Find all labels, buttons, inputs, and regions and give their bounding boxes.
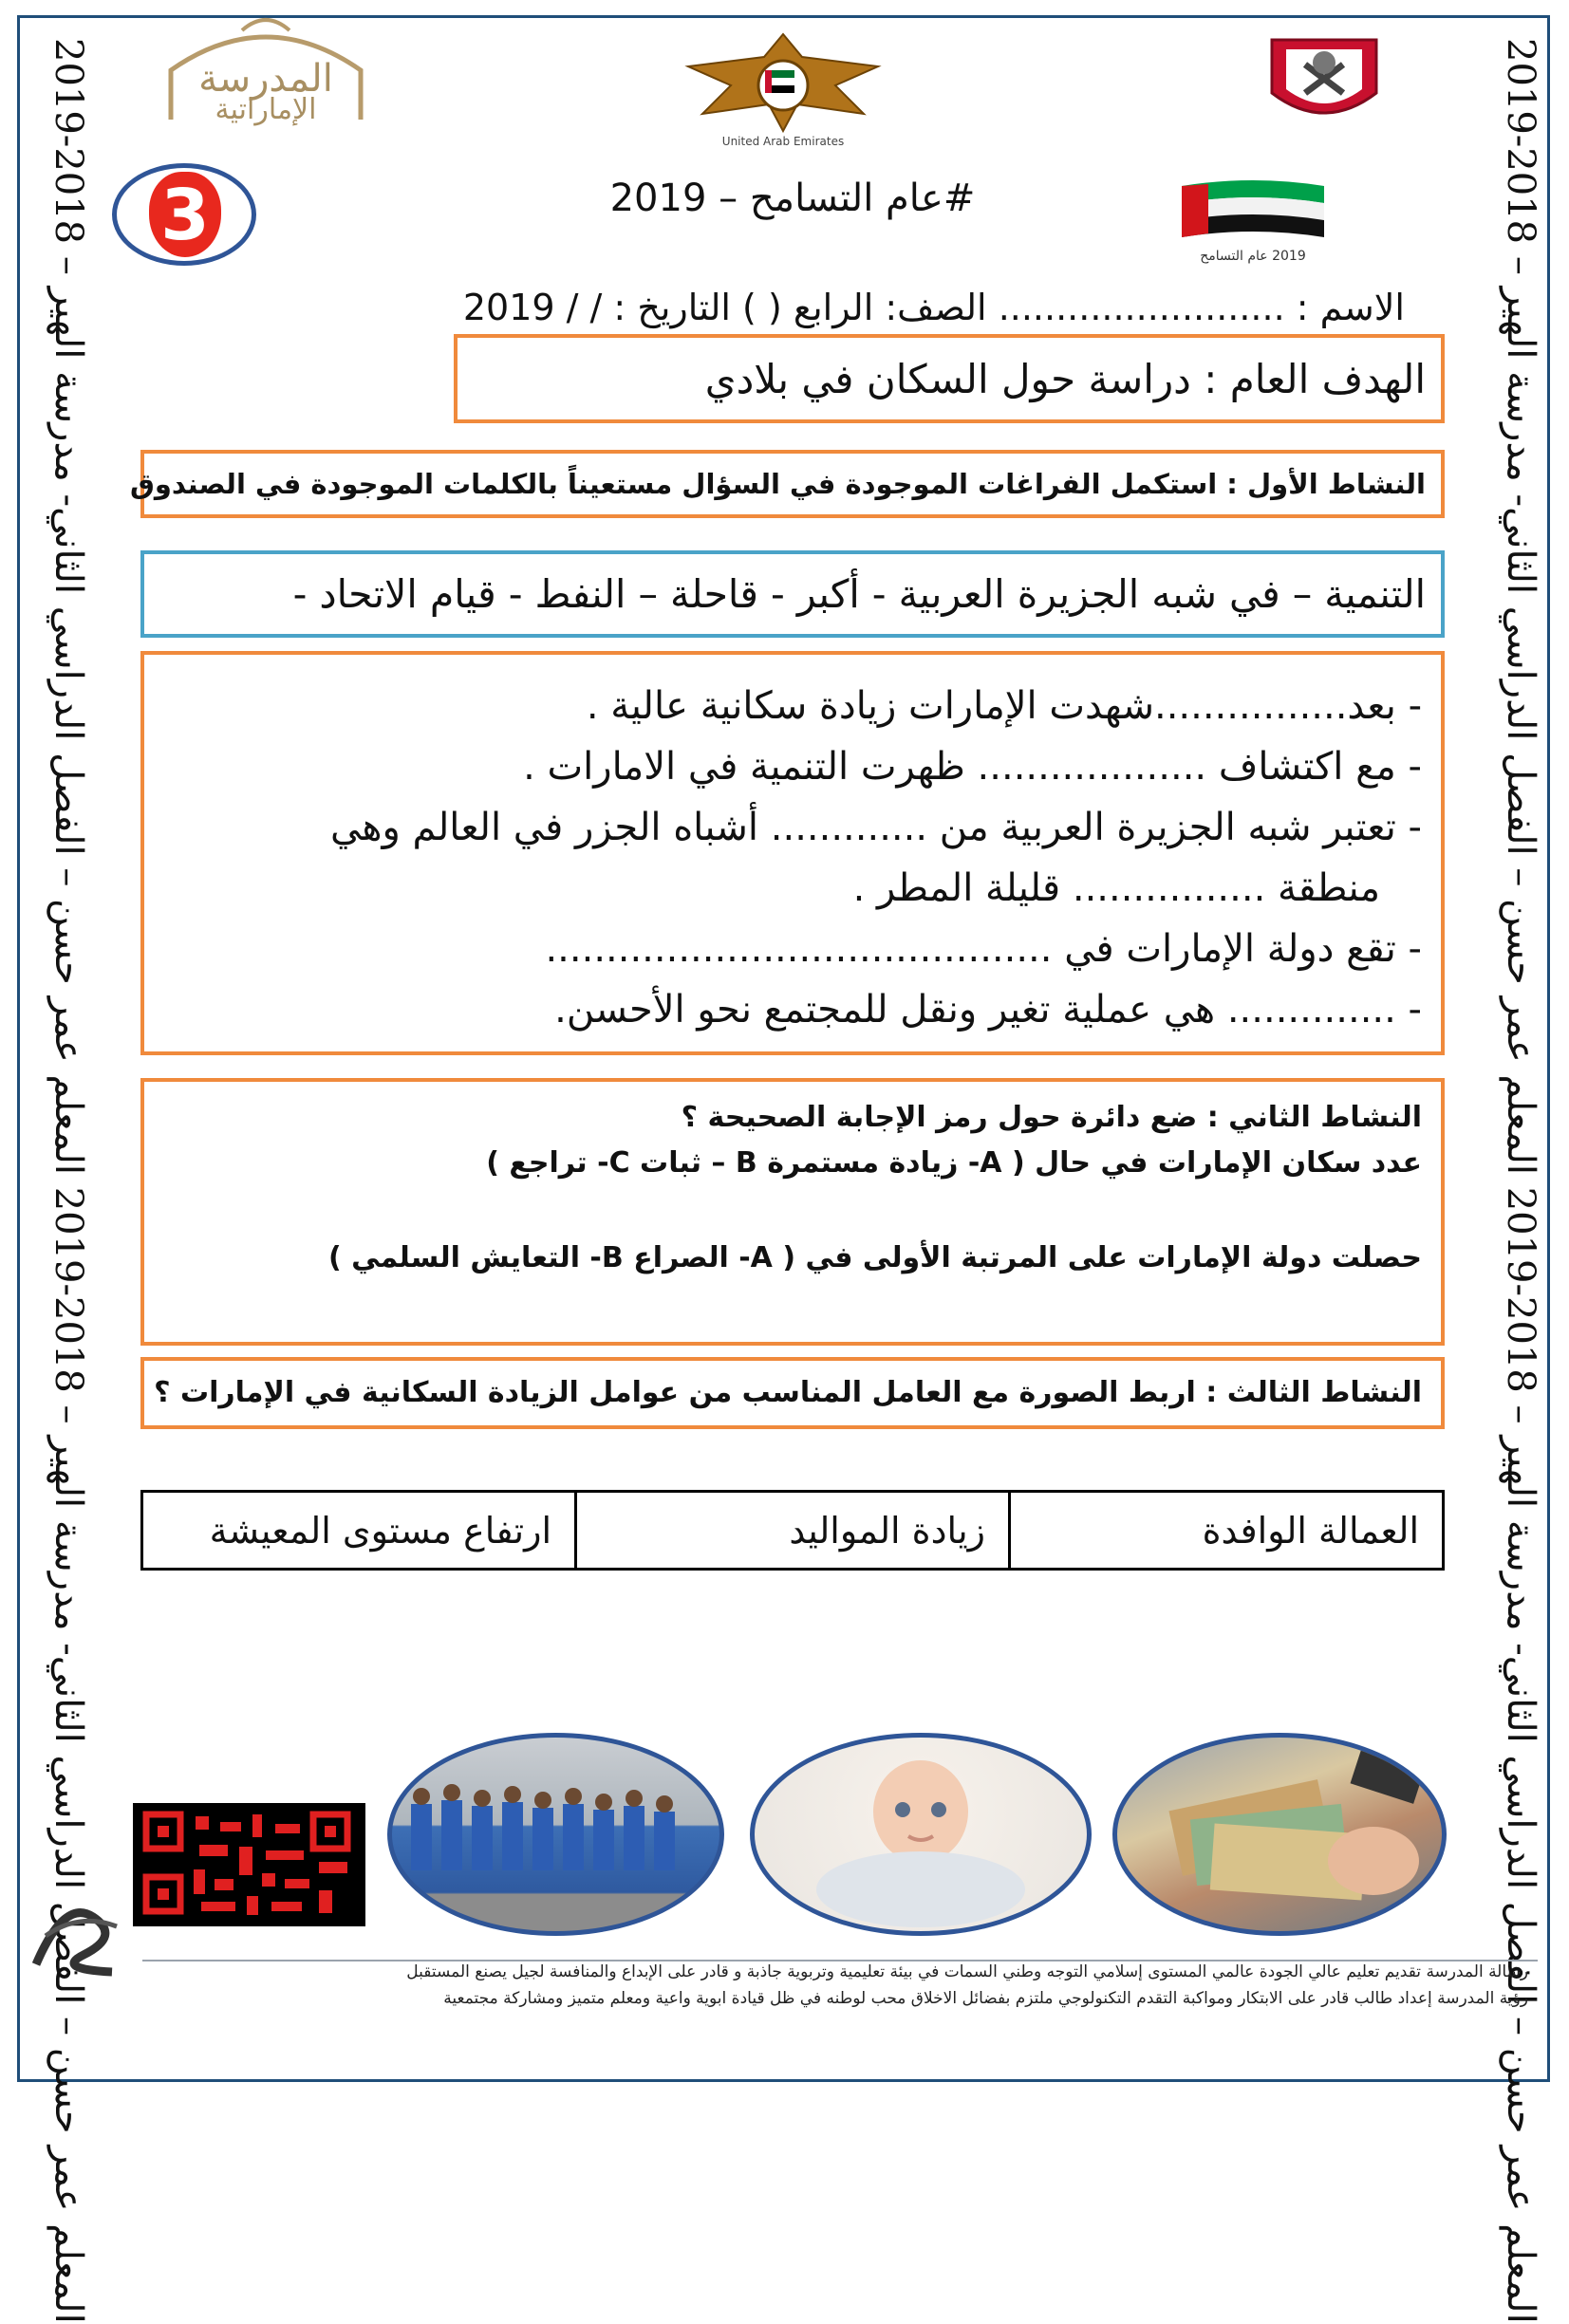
factor-cell-3: ارتفاع مستوى المعيشة (142, 1492, 576, 1570)
activity1-title-box (129, 450, 1445, 518)
qr-code (133, 1803, 365, 1926)
uae-emblem (683, 28, 883, 152)
activity2-title: النشاط الثاني : ضع دائرة حول رمز الإجابة الصحيحة ؟ (681, 1101, 1422, 1134)
uae-flag-icon (1182, 180, 1324, 247)
sticker-circle (112, 163, 256, 266)
fill-line-2: - مع اكتشاف ................... ظهرت التنمية في الامارات . (523, 745, 1422, 789)
footer-vision: رؤية المدرسة إعداد طالب قادر على الابتكار ومواكبة التقدم التكنولوجي ملتزم بفضائل الاخلاق محب لوطنه في ظل قيادة ابوية واعية ومعلم متميز ومشاركة مجتمعية (443, 1989, 1528, 2008)
falcon-emblem-icon (683, 28, 883, 135)
student-info-line: الاسم : ......................... الصف: الرابع ( ) التاريخ : / / 2019 (462, 287, 1405, 328)
baby-photo (750, 1733, 1092, 1936)
fill-line-3: - تعتبر شبه الجزيرة العربية من ............. أشباه الجزر في العالم وهي (330, 806, 1422, 849)
money-icon (1117, 1738, 1442, 1931)
baby-icon (755, 1738, 1087, 1931)
abudhabi-emblem-icon (1262, 27, 1386, 133)
footer-mission: رسالة المدرسة تقديم تعليم عالي الجودة عالمي المستوى إسلامي التوجه وطني السمات في بيئة تعليمية وتربوية جاذبة و قادر على الإبداع والمنافسة لجيل يصنع المستقبل (406, 1962, 1528, 1981)
activity1-title: النشاط الأول : استكمل الفراغات الموجودة في السؤال مستعيناً بالكلمات الموجودة في الصندوق (129, 468, 1426, 500)
flag-caption: 2019 عام التسامح (1200, 249, 1306, 264)
emblem-caption: United Arab Emirates (721, 135, 845, 148)
workers-photo (387, 1733, 724, 1936)
fill-line-3b: منطقة ................ قليلة المطر . (852, 866, 1380, 910)
year-title: #عام التسامح – 2019 (609, 177, 976, 220)
word-bank: التنمية – في شبه الجزيرة العربية - أكبر - قاحلة – النفط - قيام الاتحاد - (292, 571, 1426, 617)
sticker-number: 3 (160, 175, 210, 256)
activity3-title: النشاط الثالث : اربط الصورة مع العامل المناسب من عوامل الزيادة السكانية في الإمارات ؟ (154, 1376, 1422, 1409)
school-logo-line2: الإماراتية (215, 93, 317, 126)
factors-row (142, 1492, 1444, 1570)
goal-box (454, 334, 1445, 423)
activity2-question2: حصلت دولة الإمارات على المرتبة الأولى في ( A- الصراع B- التعايش السلمي ) (327, 1241, 1422, 1274)
factor-cell-1: العمالة الوافدة (1010, 1492, 1444, 1570)
side-text-left: المعلم عمر حسن – الفصل الدراسي الثاني- مدرسة الهير – 2018-2019 المعلم عمر حسن – الفصل الدراسي الثاني- مدرسة الهير – 2018-2019 (47, 38, 90, 2324)
fill-line-1: - بعد................شهدت الإمارات زيادة سكانية عالية . (586, 684, 1422, 728)
factors-table (140, 1490, 1445, 1571)
activity1-lines-box (140, 651, 1445, 1055)
money-photo (1112, 1733, 1447, 1936)
uae-flag (1182, 180, 1324, 275)
fill-line-4: - تقع دولة الإمارات في .......................................... (545, 927, 1422, 971)
factor-cell-2: زيادة المواليد (576, 1492, 1010, 1570)
school-logo (152, 13, 380, 125)
activity2-box (140, 1078, 1445, 1346)
activity3-title-box (140, 1357, 1445, 1429)
activity2-question1: عدد سكان الإمارات في حال ( A- زيادة مستمرة B – ثبات C- تراجع ) (486, 1146, 1422, 1180)
goal-text: الهدف العام : دراسة حول السكان في بلادي (704, 356, 1426, 402)
school-logo-line1: المدرسة (198, 57, 333, 101)
word-bank-box (140, 550, 1445, 638)
side-text-right: المعلم عمر حسن – الفصل الدراسي الثاني- مدرسة الهير – 2018-2019 المعلم عمر حسن – الفصل الدراسي الثاني- مدرسة الهير – 2018-2019 (1499, 38, 1542, 2324)
qr-code-icon (133, 1803, 365, 1926)
abudhabi-emblem (1262, 27, 1386, 133)
fill-line-5: - .............. هي عملية تغير ونقل للمجتمع نحو الأحسن. (554, 988, 1422, 1032)
workers-icon (392, 1738, 719, 1931)
